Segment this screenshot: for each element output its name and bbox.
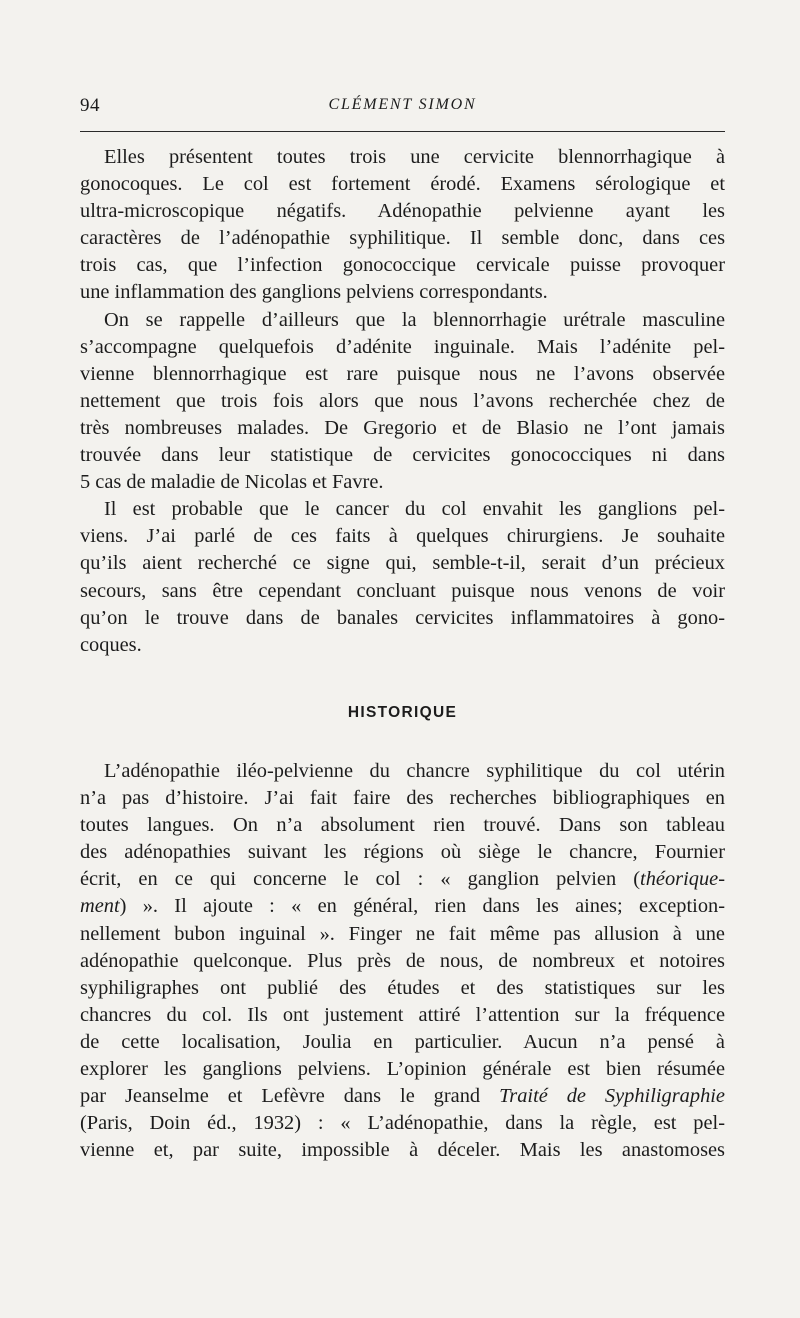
text-line: gonocoques. Le col est fortement érodé. Examens sérologique et <box>80 173 725 196</box>
text-line: (Paris, Doin éd., 1932) : « L’adénopathie, dans la règle, est pel- <box>80 1112 725 1135</box>
text-line <box>80 866 725 893</box>
italic-run: ment <box>80 895 120 918</box>
header-rule <box>80 131 725 132</box>
paragraph <box>80 758 725 1164</box>
text-line: 5 cas de maladie de Nicolas et Favre. <box>80 471 384 494</box>
text-line: chancres du col. Ils ont justement attiré l’attention sur la fréquence <box>80 1003 725 1026</box>
text-line: Elles présentent toutes trois une cervicite blennorrhagique à <box>104 146 725 168</box>
italic-run: théorique- <box>640 868 725 891</box>
text-line: nellement bubon inguinal ». Finger ne fait même pas allusion à une <box>80 922 725 945</box>
text-line: n’a pas d’histoire. J’ai fait faire des recherches bibliographiques en <box>80 787 725 810</box>
text-line <box>80 893 725 920</box>
text-line: nettement que trois fois alors que nous l’avons recherchée chez de <box>80 389 725 412</box>
text-line: explorer les ganglions pelviens. L’opinion générale est bien résumée <box>80 1058 725 1081</box>
text-line: qu’on le trouve dans de banales cervicites inflammatoires à gono- <box>80 606 725 629</box>
text-run: par Jeanselme et Lefèvre dans le grand <box>80 1085 500 1108</box>
text-line: vienne et, par suite, impossible à déceler. Mais les anastomoses <box>80 1139 725 1162</box>
paragraph <box>80 144 725 307</box>
text-line: toutes langues. On n’a absolument rien trouvé. Dans son tableau <box>80 814 725 837</box>
text-line: très nombreuses malades. De Gregorio et de Blasio ne l’ont jamais <box>80 416 725 439</box>
text-line: ultra-microscopique négatifs. Adénopathie pelvienne ayant les <box>80 200 725 223</box>
text-line: coques. <box>80 633 142 656</box>
text-line: viens. J’ai parlé de ces faits à quelques chirurgiens. Je souhaite <box>80 525 725 548</box>
text-line: trois cas, que l’infection gonococcique cervicale puisse provoquer <box>80 254 725 277</box>
paragraph <box>80 307 725 497</box>
page-number: 94 <box>80 95 100 116</box>
text-line: adénopathie quelconque. Plus près de nous, de nombreux et notoires <box>80 949 725 972</box>
italic-run: Traité de Syphiligraphie <box>499 1085 725 1108</box>
text-line: de cette localisation, Joulia en particulier. Aucun n’a pensé à <box>80 1030 725 1053</box>
text-line: syphiligraphes ont publié des études et des statistiques sur les <box>80 976 725 999</box>
text-run: écrit, en ce qui concerne le col : « ganglion pelvien ( <box>80 868 641 891</box>
text-line: On se rappelle d’ailleurs que la blennorrhagie urétrale masculine <box>104 308 725 331</box>
text-line: s’accompagne quelquefois d’adénite inguinale. Mais l’adénite pel- <box>80 335 725 358</box>
text-line: une inflammation des ganglions pelviens correspondants. <box>80 281 548 304</box>
text-run: ) ». Il ajoute : « en général, rien dans les aines; exception- <box>119 895 725 918</box>
text-line: vienne blennorrhagique est rare puisque nous ne l’avons observée <box>80 362 725 385</box>
text-line: Il est probable que le cancer du col envahit les ganglions pel- <box>104 498 725 521</box>
text-line: secours, sans être cependant concluant puisque nous venons de voir <box>80 579 725 602</box>
section-heading: HISTORIQUE <box>347 704 458 721</box>
text-line: qu’ils aient recherché ce signe qui, semble-t-il, serait d’un précieux <box>80 552 725 575</box>
text-line: des adénopathies suivant les régions où siège le chancre, Fournier <box>80 841 725 864</box>
text-line: caractères de l’adénopathie syphilitique. Il semble donc, dans ces <box>80 227 725 250</box>
running-title: CLÉMENT SIMON <box>328 96 477 113</box>
body-text-historique <box>80 758 725 1164</box>
paragraph <box>80 496 725 659</box>
text-line: L’adénopathie iléo-pelvienne du chancre syphilitique du col utérin <box>104 760 725 782</box>
page-header <box>80 95 725 125</box>
text-line: trouvée dans leur statistique de cervicites gonococciques ni dans <box>80 444 725 467</box>
text-line <box>80 1083 725 1110</box>
body-text-top <box>80 144 725 659</box>
